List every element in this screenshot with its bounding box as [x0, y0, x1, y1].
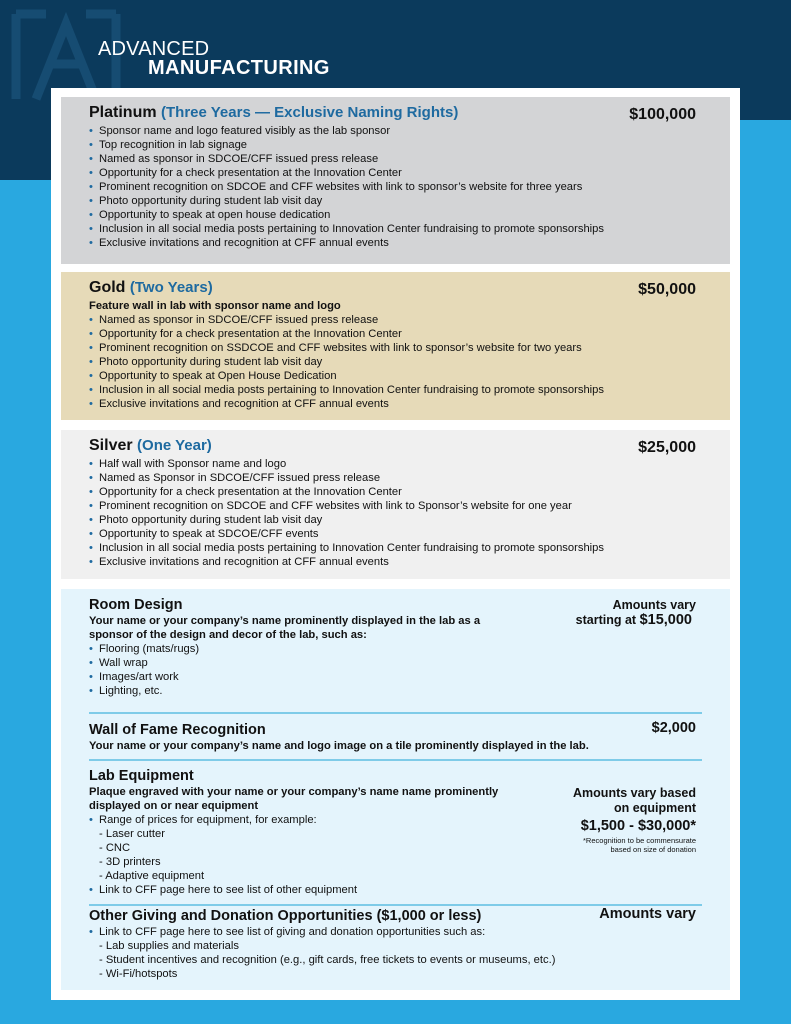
other-giving-examples: [89, 939, 702, 981]
list-item: • Photo opportunity during student lab visit day: [89, 194, 702, 208]
other-giving-amount: [599, 907, 696, 922]
wall-of-fame-section: [89, 721, 702, 753]
list-item: - Lab supplies and materials: [89, 939, 702, 953]
list-item: • Opportunity to speak at Open House Dedication: [89, 369, 702, 383]
lab-equipment-amount-line2: on equipment: [614, 801, 696, 815]
header-title-line1: ADVANCED: [98, 38, 210, 60]
gold-price: $50,000: [638, 281, 696, 298]
list-item: • Half wall with Sponsor name and logo: [89, 457, 702, 471]
lab-equipment-desc-1: Plaque engraved with your name or your company’s name name prominently: [89, 786, 499, 798]
divider: [89, 712, 702, 714]
list-item: • Top recognition in lab signage: [89, 138, 702, 152]
room-design-desc-1: Your name or your company’s name prominently displayed in the lab as a: [89, 615, 481, 627]
platinum-benefits: [89, 124, 702, 250]
list-item: • Opportunity for a check presentation at the Innovation Center: [89, 327, 702, 341]
list-item: - CNC: [89, 841, 702, 855]
gold-term: (Two Years): [129, 279, 213, 296]
list-item: • Flooring (mats/rugs): [89, 642, 702, 656]
lab-equipment-link-list: [89, 883, 702, 897]
lab-equipment-range: $1,500 - $30,000*: [580, 818, 696, 834]
list-item: • Exclusive invitations and recognition at CFF annual events: [89, 555, 702, 569]
sponsorship-card: [51, 88, 740, 1000]
list-item: • Exclusive invitations and recognition at CFF annual events: [89, 397, 702, 411]
gold-feature: Feature wall in lab with sponsor name and logo: [89, 300, 341, 312]
list-item: • Named as sponsor in SDCOE/CFF issued press release: [89, 152, 702, 166]
cff-equipment-link[interactable]: • Link to CFF page here to see list of other equipment: [89, 883, 702, 897]
list-item: • Sponsor name and logo featured visibly as the lab sponsor: [89, 124, 702, 138]
room-design-section: [89, 589, 702, 698]
list-item: • Images/art work: [89, 670, 702, 684]
silver-price: $25,000: [638, 439, 696, 456]
room-design-title: Room Design: [89, 597, 183, 613]
platinum-term: (Three Years — Exclusive Naming Rights): [161, 104, 459, 121]
platinum-price: $100,000: [629, 106, 696, 123]
gold-name: Gold: [89, 279, 126, 296]
silver-tier: [61, 430, 730, 579]
list-item: • Lighting, etc.: [89, 684, 702, 698]
list-item: • Wall wrap: [89, 656, 702, 670]
list-item: • Named as Sponsor in SDCOE/CFF issued press release: [89, 471, 702, 485]
divider: [89, 759, 702, 761]
lab-equipment-amount-line1: Amounts vary based: [573, 786, 696, 800]
lab-equipment-title: Lab Equipment: [89, 768, 194, 784]
list-item: • Prominent recognition on SDCOE and CFF websites with link to Sponsor’s website for one year: [89, 499, 702, 513]
room-design-amount-line1: Amounts vary: [612, 598, 696, 612]
other-giving-title: Other Giving and Donation Opportunities ($1,000 or less): [89, 908, 482, 924]
list-item: • Inclusion in all social media posts pertaining to Innovation Center fundraising to promote sponsorships: [89, 383, 702, 397]
list-item: - Wi-Fi/hotspots: [89, 967, 702, 981]
room-design-amount-value: $15,000: [639, 612, 692, 628]
other-opportunities: [61, 589, 730, 990]
wall-of-fame-desc: Your name or your company’s name and logo image on a tile prominently displayed in the lab.: [89, 740, 589, 752]
list-item: • Opportunity to speak at SDCOE/CFF events: [89, 527, 702, 541]
room-design-amount-prefix: starting at: [575, 613, 640, 627]
other-giving-section: [89, 907, 702, 981]
list-item: - Student incentives and recognition (e.g., gift cards, free tickets to events or museums, etc.): [89, 953, 702, 967]
lab-equipment-note-2: based on size of donation: [610, 845, 696, 854]
lab-equipment-section: [89, 767, 702, 897]
list-item: - Adaptive equipment: [89, 869, 702, 883]
wall-of-fame-price: $2,000: [651, 720, 696, 736]
other-giving-amount-value: Amounts vary: [599, 906, 696, 922]
lab-equipment-items: [89, 813, 702, 827]
list-item: • Prominent recognition on SSDCOE and CFF websites with link to sponsor’s website for two years: [89, 341, 702, 355]
lab-equipment-note-1: *Recognition to be commensurate: [583, 836, 696, 845]
platinum-tier: [61, 97, 730, 264]
room-design-desc-2: sponsor of the design and decor of the lab, such as:: [89, 629, 367, 641]
wall-of-fame-amount: [652, 721, 696, 736]
silver-benefits: [89, 457, 702, 569]
list-item: • Inclusion in all social media posts pertaining to Innovation Center fundraising to promote sponsorships: [89, 541, 702, 555]
room-design-amount: [576, 598, 696, 628]
gold-benefits: [89, 313, 702, 411]
lab-equipment-desc-2: displayed on or near equipment: [89, 800, 259, 812]
cff-giving-link[interactable]: • Link to CFF page here to see list of giving and donation opportunities such as:: [89, 925, 702, 939]
header-title-line2: MANUFACTURING: [148, 57, 330, 79]
list-item: • Opportunity for a check presentation at the Innovation Center: [89, 166, 702, 180]
room-design-items: [89, 642, 702, 698]
other-giving-items: [89, 925, 702, 939]
gold-tier: [61, 272, 730, 420]
list-item: - 3D printers: [89, 855, 702, 869]
list-item: • Exclusive invitations and recognition at CFF annual events: [89, 236, 702, 250]
wall-of-fame-title: Wall of Fame Recognition: [89, 722, 266, 738]
platinum-name: Platinum: [89, 104, 157, 121]
list-item: • Prominent recognition on SDCOE and CFF websites with link to sponsor’s website for three years: [89, 180, 702, 194]
list-item: • Photo opportunity during student lab visit day: [89, 355, 702, 369]
silver-name: Silver: [89, 437, 133, 454]
list-item: • Opportunity to speak at open house dedication: [89, 208, 702, 222]
list-item: • Range of prices for equipment, for example:: [89, 813, 702, 827]
list-item: • Opportunity for a check presentation at the Innovation Center: [89, 485, 702, 499]
list-item: • Named as sponsor in SDCOE/CFF issued press release: [89, 313, 702, 327]
list-item: - Laser cutter: [89, 827, 702, 841]
list-item: • Photo opportunity during student lab visit day: [89, 513, 702, 527]
list-item: • Inclusion in all social media posts pertaining to Innovation Center fundraising to promote sponsorships: [89, 222, 702, 236]
silver-term: (One Year): [137, 437, 212, 454]
